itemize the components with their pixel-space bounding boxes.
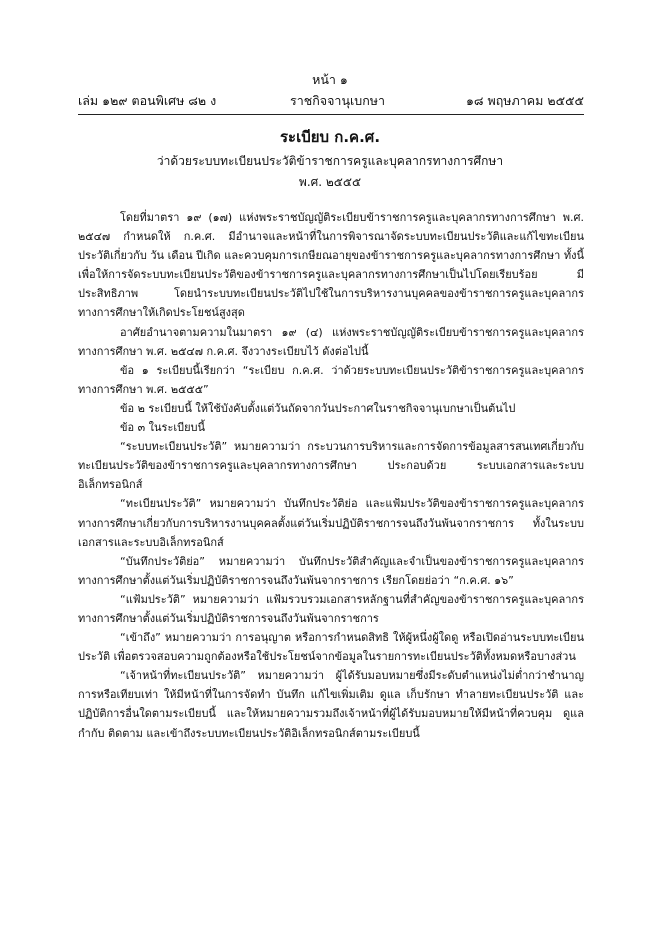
definition-brief-record: “บันทึกประวัติย่อ” หมายความว่า บันทึกประวัติสำคัญและจำเป็นของข้าราชการครูและบุคลากรทางการศึกษาตั้งแต่วันเริ่มปฏิบัติราชการจนถึงวันพ้นจากราชการ เรียกโดยย่อว่า “ก.ค.ศ. ๑๖” bbox=[78, 554, 584, 587]
clause-3: ข้อ ๓ ในระเบียบนี้ bbox=[120, 421, 206, 435]
header-divider bbox=[78, 114, 584, 115]
clause-1: ข้อ ๑ ระเบียบนี้เรียกว่า “ระเบียบ ก.ค.ศ. ว่าด้วยระบบทะเบียนประวัติข้าราชการครูและบุคลากรทางการศึกษา พ.ศ. ๒๕๕๕” bbox=[78, 363, 584, 396]
regulation-title-block bbox=[0, 124, 660, 192]
definition-record-file: “แฟ้มประวัติ” หมายความว่า แฟ้มรวบรวมเอกสารหลักฐานที่สำคัญของข้าราชการครูและบุคลากรทางการศึกษาตั้งแต่วันเริ่มปฏิบัติราชการจนถึงวันพ้นจากราชการ bbox=[78, 592, 584, 625]
preamble-paragraph: โดยที่มาตรา ๑๙ (๑๗) แห่งพระราชบัญญัติระเบียบข้าราชการครูและบุคลากรทางการศึกษา พ.ศ. ๒๕๔๗ กำหนดให้ ก.ค.ศ. มีอำนาจและหน้าที่ในการพิจารณาจัดระบบทะเบียนประวัติและแก้ไขทะเบียนประวัติเกี่ยวกับ วัน เดือน ปีเกิด และควบคุมการเกษียณอายุของข้าราชการครูและบุคลากรทางการศึกษา ทั้งนี้ เพื่อให้การจัดระบบทะเบียนประวัติของข้าราชการครูและบุคลากรทางการศึกษาเป็นไปโดยเรียบร้อย มีประสิทธิภาพ โดยนำระบบทะเบียนประวัติไปใช้ในการบริหารงานบุคคลของข้าราชการครูและบุคลากรทางการศึกษาให้เกิดประโยชน์สูงสุด bbox=[78, 211, 584, 320]
definition-record: “ทะเบียนประวัติ” หมายความว่า บันทึกประวัติย่อ และแฟ้มประวัติของข้าราชการครูและบุคลากรทางการศึกษาเกี่ยวกับการบริหารงานบุคคลตั้งแต่วันเริ่มปฏิบัติราชการจนถึงวันพ้นจากราชการ ทั้งในระบบเอกสารและระบบอิเล็กทรอนิกส์ bbox=[78, 497, 584, 549]
gazette-header bbox=[78, 91, 584, 109]
clause-2: ข้อ ๒ ระเบียบนี้ ให้ใช้บังคับตั้งแต่วันถัดจากวันประกาศในราชกิจจานุเบกษาเป็นต้นไป bbox=[120, 401, 516, 415]
regulation-subtitle: ว่าด้วยระบบทะเบียนประวัติข้าราชการครูและบุคลากรทางการศึกษา bbox=[156, 154, 504, 168]
page-number: หน้า ๑ bbox=[312, 72, 348, 87]
regulation-body bbox=[78, 208, 584, 743]
definition-access: “เข้าถึง” หมายความว่า การอนุญาต หรือการกำหนดสิทธิ ให้ผู้หนึ่งผู้ใดดู หรือเปิดอ่านระบบทะเบียนประวัติ เพื่อตรวจสอบความถูกต้องหรือใช้ประโยชน์จากข้อมูลในรายการทะเบียนประวัติทั้งหมดหรือบางส่วน bbox=[78, 631, 584, 664]
definition-record-officer: “เจ้าหน้าที่ทะเบียนประวัติ” หมายความว่า ผู้ได้รับมอบหมายซึ่งมีระดับตำแหน่งไม่ต่ำกว่าชำนาญการหรือเทียบเท่า ให้มีหน้าที่ในการจัดทำ บันทึก แก้ไขเพิ่มเติม ดูแล เก็บรักษา ทำลายทะเบียนประวัติ และปฏิบัติการอื่นใดตามระเบียบนี้ และให้หมายความรวมถึงเจ้าหน้าที่ผู้ได้รับมอบหมายให้มีหน้าที่ควบคุม ดูแล กำกับ ติดตาม และเข้าถึงระบบทะเบียนประวัติอิเล็กทรอนิกส์ตามระเบียบนี้ bbox=[78, 669, 584, 740]
regulation-title: ระเบียบ ก.ค.ศ. bbox=[279, 128, 381, 146]
authority-paragraph: อาศัยอำนาจตามความในมาตรา ๑๙ (๔) แห่งพระราชบัญญัติระเบียบข้าราชการครูและบุคลากรทางการศึกษา พ.ศ. ๒๕๔๗ ก.ค.ศ. จึงวางระเบียบไว้ ดังต่อไปนี้ bbox=[78, 325, 584, 358]
publication-date: ๑๘ พฤษภาคม ๒๕๕๕ bbox=[465, 93, 584, 108]
definition-record-system: “ระบบทะเบียนประวัติ” หมายความว่า กระบวนการบริหารและการจัดการข้อมูลสารสนเทศเกี่ยวกับทะเบียนประวัติของข้าราชการครูและบุคลากรทางการศึกษา ประกอบด้วย ระบบเอกสารและระบบอิเล็กทรอนิกส์ bbox=[78, 440, 584, 492]
publication-name: ราชกิจจานุเบกษา bbox=[290, 93, 386, 108]
regulation-year: พ.ศ. ๒๕๕๕ bbox=[298, 175, 362, 189]
volume-issue: เล่ม ๑๒๙ ตอนพิเศษ ๘๒ ง bbox=[78, 93, 217, 108]
